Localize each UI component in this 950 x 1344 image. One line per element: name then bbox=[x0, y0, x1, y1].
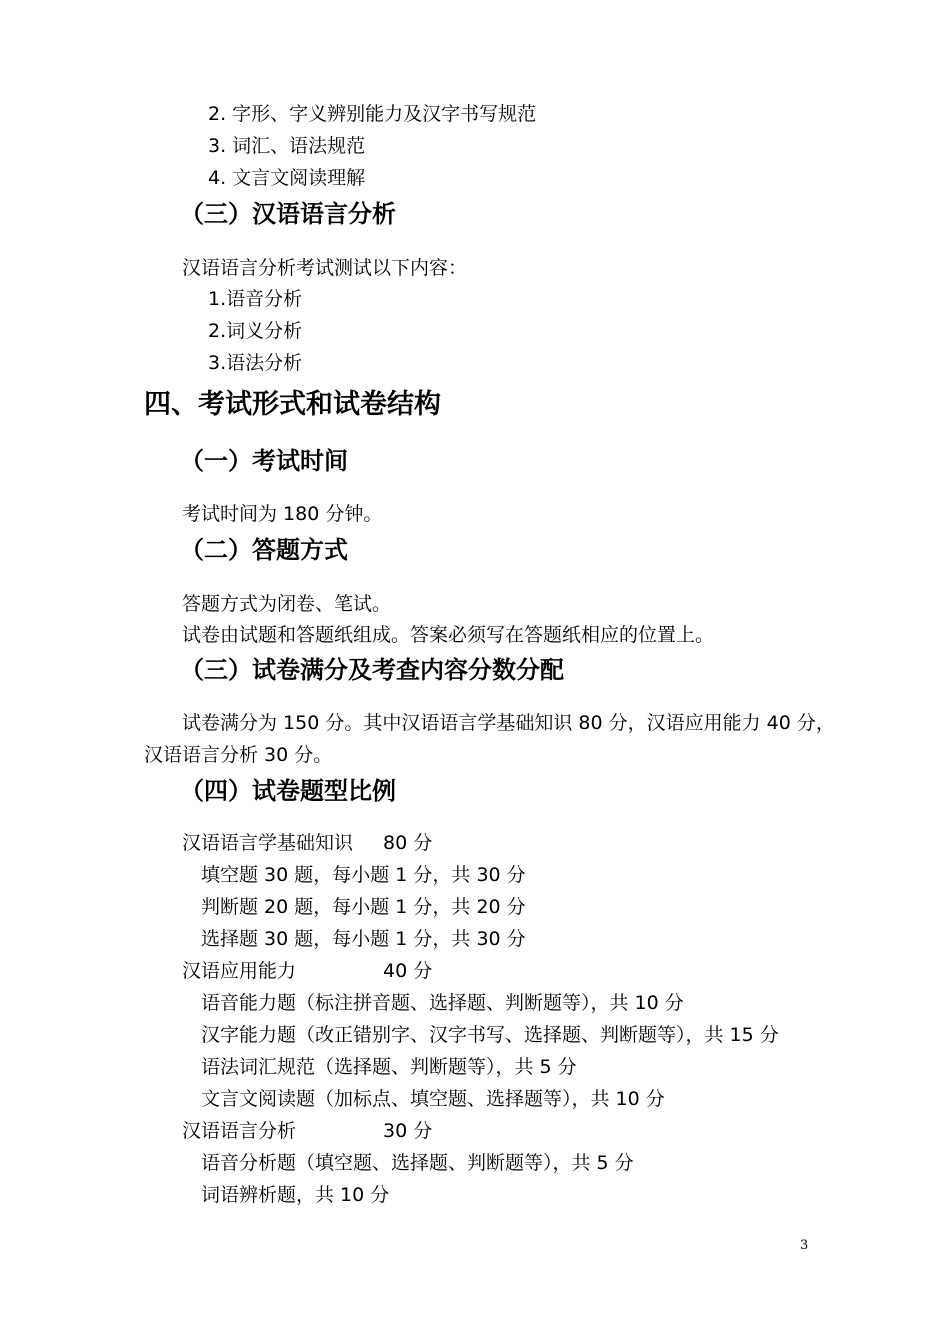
list-item: 选择题 30 题，每小题 1 分，共 30 分 bbox=[201, 928, 526, 950]
paragraph: 答题方式为闭卷、笔试。 bbox=[182, 593, 392, 615]
section-heading: （四）试卷题型比例 bbox=[180, 777, 396, 805]
list-item: 语音分析题（填空题、选择题、判断题等），共 5 分 bbox=[201, 1152, 634, 1174]
paragraph: 试卷由试题和答题纸组成。答案必须写在答题纸相应的位置上。 bbox=[182, 624, 715, 646]
list-item: 汉字能力题（改正错别字、汉字书写、选择题、判断题等），共 15 分 bbox=[201, 1024, 779, 1046]
category-row bbox=[182, 959, 482, 983]
list-item: 3. 词汇、语法规范 bbox=[208, 135, 366, 157]
paragraph: 汉语语言分析考试测试以下内容： bbox=[182, 257, 468, 279]
list-item: 文言文阅读题（加标点、填空题、选择题等），共 10 分 bbox=[201, 1088, 665, 1110]
paragraph: 汉语语言分析 30 分。 bbox=[144, 744, 333, 766]
list-item: 4. 文言文阅读理解 bbox=[208, 167, 366, 189]
category-label: 汉语语言学基础知识 bbox=[182, 832, 354, 854]
page-number: 3 bbox=[800, 1238, 809, 1253]
paragraph: 试卷满分为 150 分。其中汉语语言学基础知识 80 分，汉语应用能力 40 分， bbox=[182, 712, 835, 734]
category-label: 汉语语言分析 bbox=[182, 1120, 297, 1142]
section-heading: （三）试卷满分及考查内容分数分配 bbox=[180, 656, 564, 684]
list-item: 填空题 30 题，每小题 1 分，共 30 分 bbox=[201, 864, 526, 886]
list-item: 1.语音分析 bbox=[208, 288, 303, 310]
list-item: 2.词义分析 bbox=[208, 320, 303, 342]
category-score: 30 分 bbox=[383, 1120, 433, 1142]
list-item: 语法词汇规范（选择题、判断题等），共 5 分 bbox=[201, 1056, 577, 1078]
chapter-heading: 四、考试形式和试卷结构 bbox=[144, 389, 441, 420]
category-score: 80 分 bbox=[383, 832, 433, 854]
category-row bbox=[182, 1119, 482, 1143]
section-heading: （一）考试时间 bbox=[180, 447, 348, 475]
paragraph: 考试时间为 180 分钟。 bbox=[182, 503, 383, 525]
list-item: 2. 字形、字义辨别能力及汉字书写规范 bbox=[208, 103, 537, 125]
section-heading: （三）汉语语言分析 bbox=[180, 200, 396, 228]
category-row bbox=[182, 831, 482, 855]
category-label: 汉语应用能力 bbox=[182, 960, 297, 982]
list-item: 判断题 20 题，每小题 1 分，共 20 分 bbox=[201, 896, 526, 918]
category-score: 40 分 bbox=[383, 960, 433, 982]
list-item: 语音能力题（标注拼音题、选择题、判断题等），共 10 分 bbox=[201, 992, 684, 1014]
list-item: 3.语法分析 bbox=[208, 352, 303, 374]
list-item: 词语辨析题，共 10 分 bbox=[201, 1184, 390, 1206]
section-heading: （二）答题方式 bbox=[180, 536, 348, 564]
